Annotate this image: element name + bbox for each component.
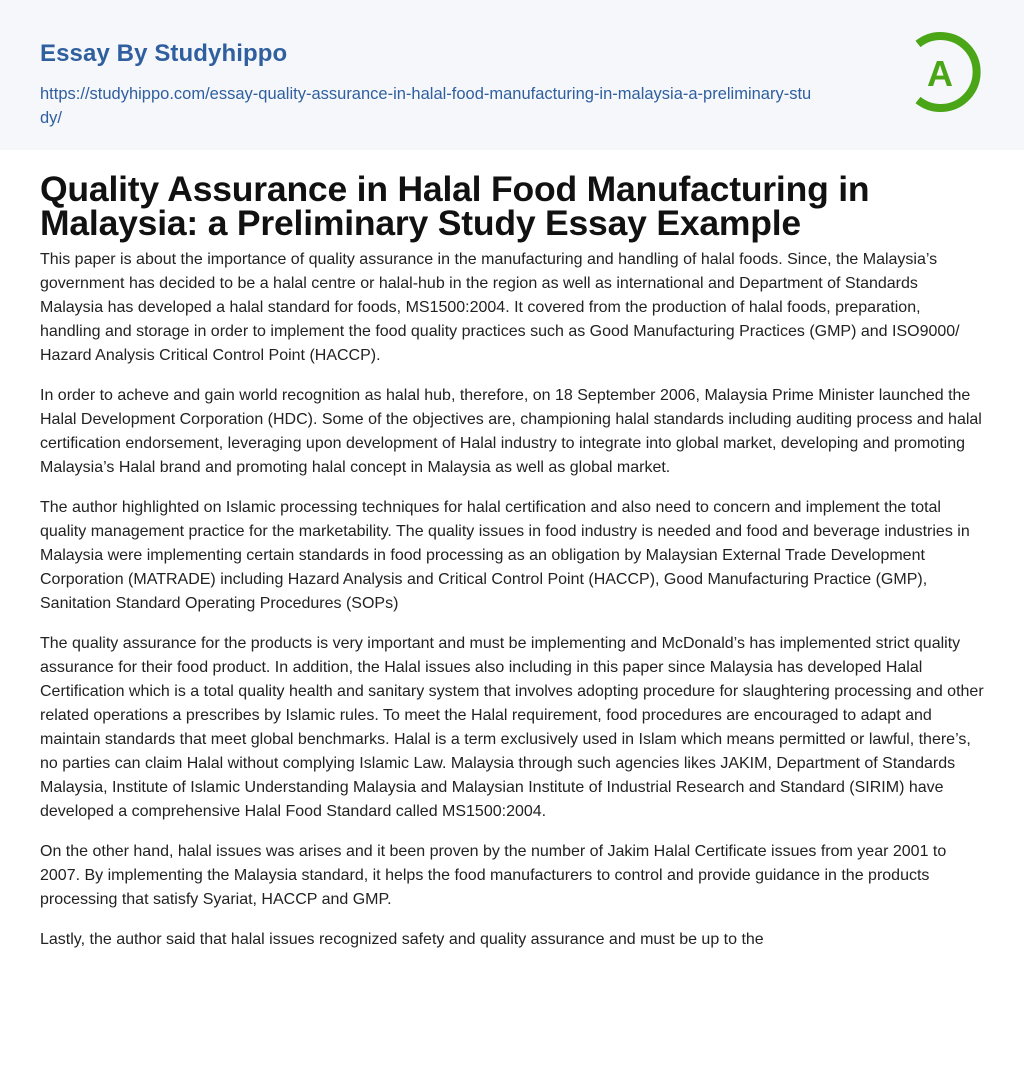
brand-title: Essay By Studyhippo xyxy=(40,40,288,67)
essay-paragraph: Lastly, the author said that halal issues recognized safety and quality assurance and must be up to the xyxy=(40,931,764,948)
essay-paragraph: The quality assurance for the products is very important and must be implementing and McDonald’s has implemented strict quality assurance for their food product. In addition, the Halal issues also including in this paper since Malaysia has developed Halal Certification which is a total quality health and sanitary system that involves adopting procedure for slaughtering processing and other related operations a prescribes by Islamic rules. To meet the Halal requirement, food procedures are encouraged to adapt and maintain standards that meet global benchmarks. Halal is a term exclusively used in Islam which means permitted or lawful, there’s, no parties can claim Halal without complying Islamic Law. Malaysia through such agencies likes JAKIM, Department of Standards Malaysia, Institute of Islamic Understanding Malaysia and Malaysian Institute of Industrial Research and Standard (SIRIM) have developed a comprehensive Halal Food Standard called MS1500:2004. xyxy=(40,635,984,820)
logo-letter: A xyxy=(927,53,953,94)
essay-title: Quality Assurance in Halal Food Manufacturing in Malaysia: a Preliminary Study Essay Example xyxy=(40,169,870,243)
studyhippo-logo-icon[interactable] xyxy=(908,28,988,116)
essay-paragraph: The author highlighted on Islamic processing techniques for halal certification and also need to concern and implement the total quality management practice for the marketability. The quality issues in food industry is needed and food and beverage industries in Malaysia were implementing certain standards in food processing as an obligation by Malaysian External Trade Development Corporation (MATRADE) including Hazard Analysis and Critical Control Point (HACCP), Good Manufacturing Practice (GMP), Sanitation Standard Operating Procedures (SOPs) xyxy=(40,499,970,612)
essay-article xyxy=(0,169,1024,952)
essay-paragraph: In order to acheve and gain world recognition as halal hub, therefore, on 18 September 2006, Malaysia Prime Minister launched the Halal Development Corporation (HDC). Some of the objectives are, championing halal standards including auditing process and halal certification endorsement, leveraging upon development of Halal industry to integrate into global market, developing and promoting Malaysia’s Halal brand and promoting halal concept in Malaysia as well as global market. xyxy=(40,387,982,476)
essay-paragraph: On the other hand, halal issues was arises and it been proven by the number of Jakim Halal Certificate issues from year 2001 to 2007. By implementing the Malaysia standard, it helps the food manufacturers to control and provide guidance in the products processing that satisfy Syariat, HACCP and GMP. xyxy=(40,843,947,908)
source-url-link[interactable]: https://studyhippo.com/essay-quality-assurance-in-halal-food-manufacturing-in-malaysia-a-preliminary-study/ xyxy=(40,85,812,127)
page-header xyxy=(0,0,1024,150)
essay-paragraph: This paper is about the importance of quality assurance in the manufacturing and handling of halal foods. Since, the Malaysia’s government has decided to be a halal centre or halal-hub in the region as well as international and Department of Standards Malaysia has developed a halal standard for foods, MS1500:2004. It covered from the production of halal foods, preparation, handling and storage in order to implement the food quality practices such as Good Manufacturing Practices (GMP) and ISO9000/ Hazard Analysis Critical Control Point (HACCP). xyxy=(40,251,960,364)
